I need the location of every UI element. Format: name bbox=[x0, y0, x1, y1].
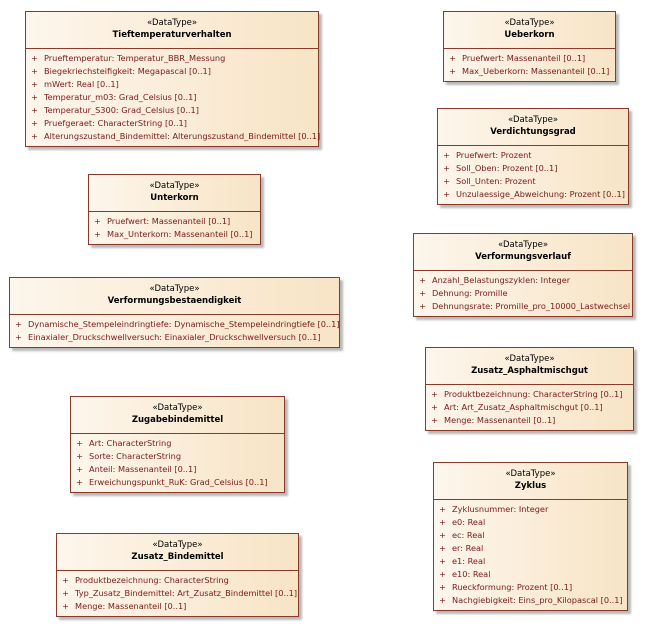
visibility-marker: + bbox=[31, 131, 38, 141]
attribute-text: Temperatur_m03: Grad_Celsius [0..1] bbox=[44, 92, 197, 102]
attribute-text: Biegekriechsteifigkeit: Megapascal [0..1] bbox=[44, 66, 211, 76]
attribute-text: Menge: Massenanteil [0..1] bbox=[75, 601, 187, 611]
attribute-row[interactable] bbox=[89, 228, 260, 241]
attribute-row[interactable] bbox=[57, 587, 298, 600]
class-name: Zyklus bbox=[514, 481, 547, 491]
attribute-list bbox=[89, 212, 260, 244]
visibility-marker: + bbox=[62, 601, 69, 611]
attribute-text: Produktbezeichnung: CharacterString bbox=[75, 575, 229, 585]
visibility-marker: + bbox=[31, 66, 38, 76]
attribute-row[interactable] bbox=[434, 542, 627, 555]
attribute-text: Alterungszustand_Bindemittel: Alterungszustand_Bindemittel [0..1] bbox=[44, 131, 321, 141]
class-header bbox=[426, 348, 633, 385]
stereotype-label: «DataType» bbox=[505, 469, 556, 479]
class-zyklus[interactable] bbox=[433, 462, 628, 611]
visibility-marker: + bbox=[15, 332, 22, 342]
stereotype-label: «DataType» bbox=[146, 18, 198, 28]
attribute-row[interactable] bbox=[414, 300, 632, 313]
class-header bbox=[71, 397, 284, 434]
class-verformungsverlauf[interactable] bbox=[413, 233, 633, 317]
class-header bbox=[438, 109, 628, 146]
attribute-row[interactable] bbox=[434, 529, 627, 542]
attribute-text: e0: Real bbox=[452, 517, 486, 527]
attribute-text: Typ_Zusatz_Bindemittel: Art_Zusatz_Bindemittel [0..1] bbox=[75, 588, 298, 598]
attribute-text: Erweichungspunkt_RuK: Grad_Celsius [0..1] bbox=[89, 477, 268, 487]
visibility-marker: + bbox=[439, 595, 446, 605]
attribute-text: Menge: Massenanteil [0..1] bbox=[444, 415, 556, 425]
visibility-marker: + bbox=[94, 216, 101, 226]
visibility-marker: + bbox=[94, 229, 101, 239]
attribute-row[interactable] bbox=[438, 149, 628, 162]
attribute-row[interactable] bbox=[426, 401, 633, 414]
class-name: Verformungsbestaendigkeit bbox=[107, 296, 242, 306]
attribute-text: Art: Art_Zusatz_Asphaltmischgut [0..1] bbox=[444, 402, 603, 412]
class-header bbox=[26, 12, 318, 49]
visibility-marker: + bbox=[15, 319, 22, 329]
attribute-row[interactable] bbox=[10, 318, 339, 331]
visibility-marker: + bbox=[439, 569, 446, 579]
class-name: Unterkorn bbox=[150, 193, 199, 203]
visibility-marker: + bbox=[62, 588, 69, 598]
attribute-row[interactable] bbox=[57, 600, 298, 613]
class-header bbox=[10, 278, 339, 315]
visibility-marker: + bbox=[431, 415, 438, 425]
attribute-text: Dehnungsrate: Promille_pro_10000_Lastwechsel bbox=[432, 301, 631, 311]
attribute-row[interactable] bbox=[426, 414, 633, 427]
class-header bbox=[444, 12, 615, 49]
visibility-marker: + bbox=[443, 176, 450, 186]
attribute-row[interactable] bbox=[434, 516, 627, 529]
class-name: Verdichtungsgrad bbox=[490, 127, 576, 137]
attribute-text: Pruefwert: Massenanteil [0..1] bbox=[107, 216, 231, 226]
class-header bbox=[414, 234, 632, 271]
class-header bbox=[89, 175, 260, 212]
visibility-marker: + bbox=[431, 389, 438, 399]
attribute-text: er: Real bbox=[452, 543, 484, 553]
attribute-text: Dynamische_Stempeleindringtiefe: Dynamische_Stempeleindringtiefe [0..1] bbox=[28, 319, 340, 329]
class-name: Tieftemperaturverhalten bbox=[112, 30, 232, 40]
attribute-text: Sorte: CharacterString bbox=[89, 451, 182, 461]
attribute-text: Anteil: Massenanteil [0..1] bbox=[89, 464, 197, 474]
visibility-marker: + bbox=[449, 53, 456, 63]
attribute-row[interactable] bbox=[26, 78, 318, 91]
class-name: Zusatz_Bindemittel bbox=[131, 552, 224, 562]
attribute-list bbox=[71, 434, 284, 492]
attribute-text: Rueckformung: Prozent [0..1] bbox=[452, 582, 573, 592]
visibility-marker: + bbox=[76, 451, 83, 461]
attribute-row[interactable] bbox=[444, 65, 615, 78]
stereotype-label: «DataType» bbox=[504, 354, 555, 364]
class-name: Zugabebindemittel bbox=[131, 415, 224, 425]
attribute-text: Art: CharacterString bbox=[89, 438, 172, 448]
attribute-list bbox=[438, 146, 628, 204]
visibility-marker: + bbox=[439, 517, 446, 527]
visibility-marker: + bbox=[76, 438, 83, 448]
class-ueberkorn[interactable] bbox=[443, 11, 616, 82]
attribute-list bbox=[444, 49, 615, 81]
class-zusatz-asphaltmischgut[interactable] bbox=[425, 347, 634, 431]
attribute-row[interactable] bbox=[414, 287, 632, 300]
stereotype-label: «DataType» bbox=[149, 284, 200, 294]
visibility-marker: + bbox=[419, 288, 426, 298]
visibility-marker: + bbox=[76, 477, 83, 487]
visibility-marker: + bbox=[31, 53, 38, 63]
attribute-row[interactable] bbox=[71, 437, 284, 450]
attribute-list bbox=[414, 271, 632, 316]
stereotype-label: «DataType» bbox=[152, 540, 203, 550]
visibility-marker: + bbox=[76, 464, 83, 474]
class-header bbox=[434, 463, 627, 500]
attribute-row[interactable] bbox=[71, 450, 284, 463]
attribute-row[interactable] bbox=[434, 503, 627, 516]
class-verformungsbestaendigkeit[interactable] bbox=[9, 277, 340, 348]
class-name: Ueberkorn bbox=[504, 30, 555, 40]
attribute-text: Soll_Oben: Prozent [0..1] bbox=[456, 163, 558, 173]
attribute-list bbox=[57, 571, 298, 616]
attribute-list bbox=[434, 500, 627, 610]
visibility-marker: + bbox=[31, 92, 38, 102]
visibility-marker: + bbox=[449, 66, 456, 76]
attribute-text: Einaxialer_Druckschwellversuch: Einaxialer_Druckschwellversuch [0..1] bbox=[28, 332, 321, 342]
attribute-row[interactable] bbox=[434, 594, 627, 607]
attribute-text: Max_Unterkorn: Massenanteil [0..1] bbox=[107, 229, 253, 239]
attribute-text: Produktbezeichnung: CharacterString [0..1] bbox=[444, 389, 623, 399]
attribute-row[interactable] bbox=[57, 574, 298, 587]
attribute-row[interactable] bbox=[434, 568, 627, 581]
stereotype-label: «DataType» bbox=[497, 240, 549, 250]
class-header bbox=[57, 534, 298, 571]
attribute-text: Max_Ueberkorn: Massenanteil [0..1] bbox=[462, 66, 610, 76]
attribute-text: Pruefwert: Massenanteil [0..1] bbox=[462, 53, 586, 63]
attribute-row[interactable] bbox=[438, 175, 628, 188]
attribute-text: Anzahl_Belastungszyklen: Integer bbox=[432, 275, 571, 285]
attribute-text: e10: Real bbox=[452, 569, 491, 579]
attribute-text: ec: Real bbox=[452, 530, 485, 540]
visibility-marker: + bbox=[439, 504, 446, 514]
attribute-list bbox=[26, 49, 321, 146]
visibility-marker: + bbox=[31, 118, 38, 128]
visibility-marker: + bbox=[439, 543, 446, 553]
visibility-marker: + bbox=[431, 402, 438, 412]
attribute-row[interactable] bbox=[434, 555, 627, 568]
attribute-text: Soll_Unten: Prozent bbox=[456, 176, 536, 186]
attribute-row[interactable] bbox=[434, 581, 627, 594]
visibility-marker: + bbox=[439, 530, 446, 540]
visibility-marker: + bbox=[439, 582, 446, 592]
visibility-marker: + bbox=[419, 275, 426, 285]
attribute-row[interactable] bbox=[444, 52, 615, 65]
attribute-row[interactable] bbox=[26, 130, 321, 143]
attribute-text: Pruefgeraet: CharacterString [0..1] bbox=[44, 118, 187, 128]
visibility-marker: + bbox=[419, 301, 426, 311]
attribute-row[interactable] bbox=[71, 463, 284, 476]
class-zusatz-bindemittel[interactable] bbox=[56, 533, 299, 617]
attribute-text: Unzulaessige_Abweichung: Prozent [0..1] bbox=[456, 189, 625, 199]
attribute-row[interactable] bbox=[71, 476, 284, 489]
attribute-row[interactable] bbox=[26, 117, 318, 130]
visibility-marker: + bbox=[62, 575, 69, 585]
attribute-text: Pruefwert: Prozent bbox=[456, 150, 532, 160]
attribute-row[interactable] bbox=[438, 188, 628, 201]
visibility-marker: + bbox=[31, 79, 38, 89]
class-verdichtungsgrad[interactable] bbox=[437, 108, 629, 205]
attribute-text: Zyklusnummer: Integer bbox=[452, 504, 549, 514]
visibility-marker: + bbox=[31, 105, 38, 115]
attribute-list bbox=[426, 385, 633, 430]
attribute-row[interactable] bbox=[89, 215, 260, 228]
attribute-text: mWert: Real [0..1] bbox=[44, 79, 119, 89]
stereotype-label: «DataType» bbox=[149, 181, 200, 191]
visibility-marker: + bbox=[443, 163, 450, 173]
attribute-text: e1: Real bbox=[452, 556, 486, 566]
class-unterkorn[interactable] bbox=[88, 174, 261, 245]
attribute-text: Dehnung: Promille bbox=[432, 288, 508, 298]
attribute-row[interactable] bbox=[414, 274, 632, 287]
attribute-row[interactable] bbox=[26, 104, 318, 117]
stereotype-label: «DataType» bbox=[152, 403, 203, 413]
attribute-list bbox=[10, 315, 339, 347]
attribute-row[interactable] bbox=[26, 52, 318, 65]
attribute-text: Prueftemperatur: Temperatur_BBR_Messung bbox=[44, 53, 226, 63]
class-zugabebindemittel[interactable] bbox=[70, 396, 285, 493]
class-name: Zusatz_Asphaltmischgut bbox=[471, 366, 588, 376]
stereotype-label: «DataType» bbox=[504, 18, 555, 28]
attribute-text: Temperatur_S300: Grad_Celsius [0..1] bbox=[44, 105, 199, 115]
class-tieftemperaturverhalten[interactable] bbox=[25, 11, 319, 147]
attribute-row[interactable] bbox=[426, 388, 633, 401]
attribute-text: Nachgiebigkeit: Eins_pro_Kilopascal [0..1] bbox=[452, 595, 623, 605]
attribute-row[interactable] bbox=[26, 65, 318, 78]
attribute-row[interactable] bbox=[438, 162, 628, 175]
attribute-row[interactable] bbox=[26, 91, 318, 104]
visibility-marker: + bbox=[439, 556, 446, 566]
visibility-marker: + bbox=[443, 189, 450, 199]
visibility-marker: + bbox=[443, 150, 450, 160]
attribute-row[interactable] bbox=[10, 331, 339, 344]
stereotype-label: «DataType» bbox=[507, 115, 559, 125]
class-name: Verformungsverlauf bbox=[475, 252, 571, 262]
